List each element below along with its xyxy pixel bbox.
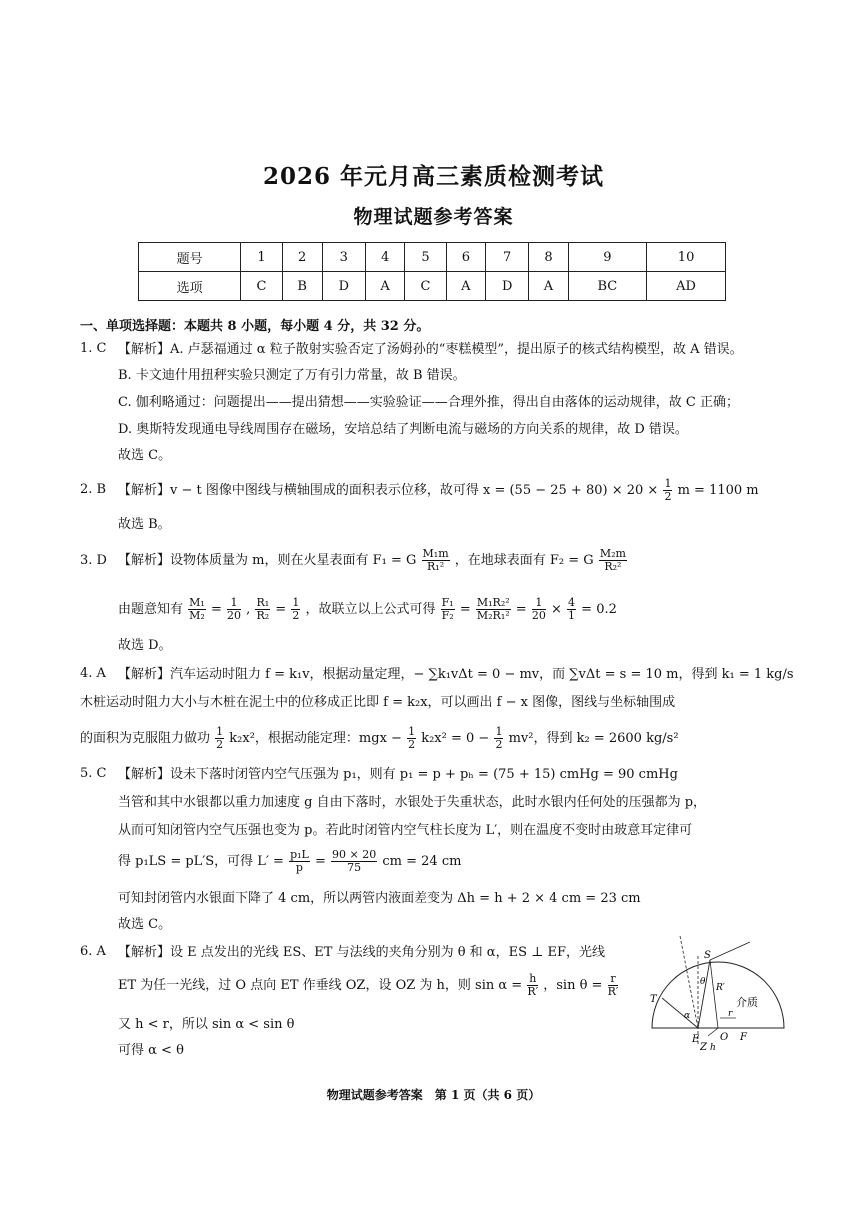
section-heading: 一、单项选择题：本题共 8 小题，每小题 4 分，共 32 分。 [80,319,430,334]
radius-line [710,960,718,1028]
question-number: 1. C [80,341,107,356]
equals-sign: = [275,602,287,617]
fraction: $\frac{1}{2}$ [664,477,672,503]
q6-line-1: 【解析】设 E 点发出的光线 ES、ET 与法线的夹角分别为 θ 和 α，ES ⊥ EF，光线 [118,945,605,960]
label-h: h [710,1043,716,1053]
q4-line-2: 木桩运动时阻力大小与木桩在泥土中的位移成正比即 f = k₂x，可以画出 f − x 图像，图线与坐标轴围成 [80,695,676,710]
q5-line-2: 当管和其中水银都以重力加速度 g 自由下落时，水银处于失重状态，此时水银内任何处的压强都为 p， [118,795,707,810]
label-z: Z [700,1042,707,1053]
table-cell-answer: A [365,272,404,301]
equals-sign: = [314,854,326,869]
fraction: $\frac{1}{2}$ [216,725,224,751]
fraction: $\frac{90 \times 20}{75}$ [332,848,377,874]
table-header-answer: 选项 [139,272,241,301]
optics-diagram [640,936,790,1056]
q3-line-2 [118,592,617,628]
fraction: $\frac{\text{p₁L}}{p}$ [290,848,309,874]
label-medium: 介质 [736,996,758,1009]
fraction: $\frac{1}{20}$ [227,596,242,622]
ray-es [698,960,710,1028]
fraction: $\frac{1}{2}$ [495,725,503,751]
q4-text: k₂x²，根据动能定理：mgx − [229,731,402,746]
table-cell-number: 2 [282,243,322,272]
table-cell-number: 8 [529,243,568,272]
fraction: $\frac{1}{2}$ [292,596,300,622]
table-cell-answer: B [282,272,322,301]
q3-text-a: 【解析】设物体质量为 m，则在火星表面有 F₁ = G [118,553,417,568]
label-theta: θ [700,977,706,987]
q5-line-5: 可知封闭管内水银面下降了 4 cm，所以两管内液面差变为 Δh = h + 2 × 4 cm = 23 cm [118,891,641,906]
table-cell-number: 7 [486,243,529,272]
label-s: S [704,950,711,961]
table-cell-number: 1 [241,243,282,272]
answer-table [138,242,726,301]
table-cell-answer: BC [568,272,647,301]
q1-line-2: B. 卡文迪什用扭秤实验只测定了万有引力常量，故 B 错误。 [118,368,466,383]
table-cell-number: 5 [405,243,446,272]
ray-refracted [710,942,750,960]
table-cell-answer: A [446,272,485,301]
fraction: $\frac{\text{M₂m}}{\text{R₂²}}$ [599,547,626,573]
label-r: r [728,1009,733,1019]
question-number: 6. A [80,944,106,959]
question-number: 4. A [80,666,106,681]
table-cell-number: 10 [647,243,726,272]
q6-line-2 [118,968,619,1004]
table-cell-answer: C [405,272,446,301]
fraction: $\frac{\text{F₁}}{\text{F₂}}$ [441,596,454,622]
q3-text-b: ，在地球表面有 F₂ = G [454,553,594,568]
page-footer: 物理试题参考答案 第 1 页（共 6 页） [326,1088,541,1102]
table-cell-number: 4 [365,243,404,272]
q5-text: cm = 24 cm [382,854,462,869]
table-cell-answer: C [241,272,282,301]
ray-et [662,998,698,1028]
question-number: 5. C [80,766,107,781]
q2-line-1 [118,474,759,508]
q3-text: 由题意知有 [118,602,184,617]
q6-line-3: 又 h < r，所以 sin α < sin θ [118,1017,295,1032]
q5-line-1: 【解析】设未下落时闭管内空气压强为 p₁，则有 p₁ = p + pₕ = (75 + 15) cmHg = 90 cmHg [118,767,678,782]
times-sign: × [550,602,562,617]
q6-text: ，sin θ = [543,978,603,993]
q6-line-4: 可得 α < θ [118,1043,184,1058]
answer-table-answer-row [139,272,726,301]
label-r-prime: R′ [716,983,725,993]
table-cell-answer: D [322,272,365,301]
result: = 0.2 [581,602,617,617]
q5-line-6: 故选 C。 [118,917,172,932]
q4-text: 的面积为克服阻力做功 [80,731,211,746]
page-title: 2026 年元月高三素质检测考试 [262,163,605,190]
q3-line-1 [118,543,628,579]
fraction: $\frac{h}{R'}$ [527,972,539,998]
label-t: T [650,994,657,1005]
q1-line-3: C. 伽利略通过：问题提出——提出猜想——实验验证——合理外推，得出自由落体的运动规律，故 C 正确； [118,395,739,410]
q3-text: ，故联立以上公式可得 [305,602,436,617]
q2-text-b: m = 1100 m [677,483,759,498]
line-oz [708,1028,718,1036]
label-alpha: α [684,1011,691,1021]
equals-sign: = [210,602,222,617]
question-number: 3. D [80,553,107,568]
q5-line-4 [118,844,461,880]
fraction: $\frac{4}{1}$ [568,596,576,622]
q5-text: 得 p₁LS = pL′S，可得 L′ = [118,854,284,869]
q6-text: ET 为任一光线，过 O 点向 ET 作垂线 OZ，设 OZ 为 h，则 sin α = [118,978,523,993]
q4-line-3 [80,722,679,756]
question-number: 2. B [80,482,107,497]
q2-line-2: 故选 B。 [118,517,171,532]
fraction: $\frac{\text{R₁}}{\text{R₂}}$ [256,596,270,622]
equals-sign: = [459,602,471,617]
fraction: $\frac{r}{R'}$ [607,972,619,998]
q5-line-3: 从而可知闭管内空气压强也变为 p。若此时闭管内空气柱长度为 L′，则在温度不变时由玻意耳定律可 [118,823,693,838]
q4-text: mv²，得到 k₂ = 2600 kg/s² [508,731,679,746]
q4-line-1: 【解析】汽车运动时阻力 f = k₁v，根据动量定理，− ∑k₁vΔt = 0 − mv，而 ∑vΔt = s = 10 m，得到 k₁ = 1 kg/s [118,667,794,682]
semicircle-medium [652,962,784,1028]
table-cell-number: 6 [446,243,485,272]
q4-text: k₂x² = 0 − [421,731,490,746]
table-cell-answer: AD [647,272,726,301]
q1-line-4: D. 奥斯特发现通电导线周围存在磁场，安培总结了判断电流与磁场的方向关系的规律，故 D 错误。 [118,422,688,437]
comma: , [246,602,251,617]
table-cell-number: 3 [322,243,365,272]
label-f: F [740,1032,747,1043]
q1-line-1: 【解析】A. 卢瑟福通过 α 粒子散射实验否定了汤姆孙的“枣糕模型”，提出原子的核式结构模型，故 A 错误。 [118,342,743,357]
fraction: $\frac{\text{M₁}}{\text{M₂}}$ [189,596,205,622]
equals-sign: = [515,602,527,617]
table-cell-number: 9 [568,243,647,272]
table-cell-answer: D [486,272,529,301]
fraction: $\frac{\text{M₁R₂²}}{\text{M₂R₁²}}$ [476,596,510,622]
fraction: $\frac{\text{M₁m}}{\text{R₁²}}$ [422,547,449,573]
q1-line-5: 故选 C。 [118,448,172,463]
fraction: $\frac{1}{2}$ [408,725,416,751]
q3-line-3: 故选 D。 [118,638,172,653]
table-header-number: 题号 [139,243,241,272]
q2-text-a: 【解析】v − t 图像中图线与横轴围成的面积表示位移，故可得 x = (55 − 25 + 80) × 20 × [118,483,659,498]
page-subtitle: 物理试题参考答案 [353,206,514,228]
table-cell-answer: A [529,272,568,301]
answer-table-number-row [139,243,726,272]
label-o: O [720,1032,729,1043]
fraction: $\frac{1}{20}$ [531,596,546,622]
label-e: E [692,1034,700,1045]
